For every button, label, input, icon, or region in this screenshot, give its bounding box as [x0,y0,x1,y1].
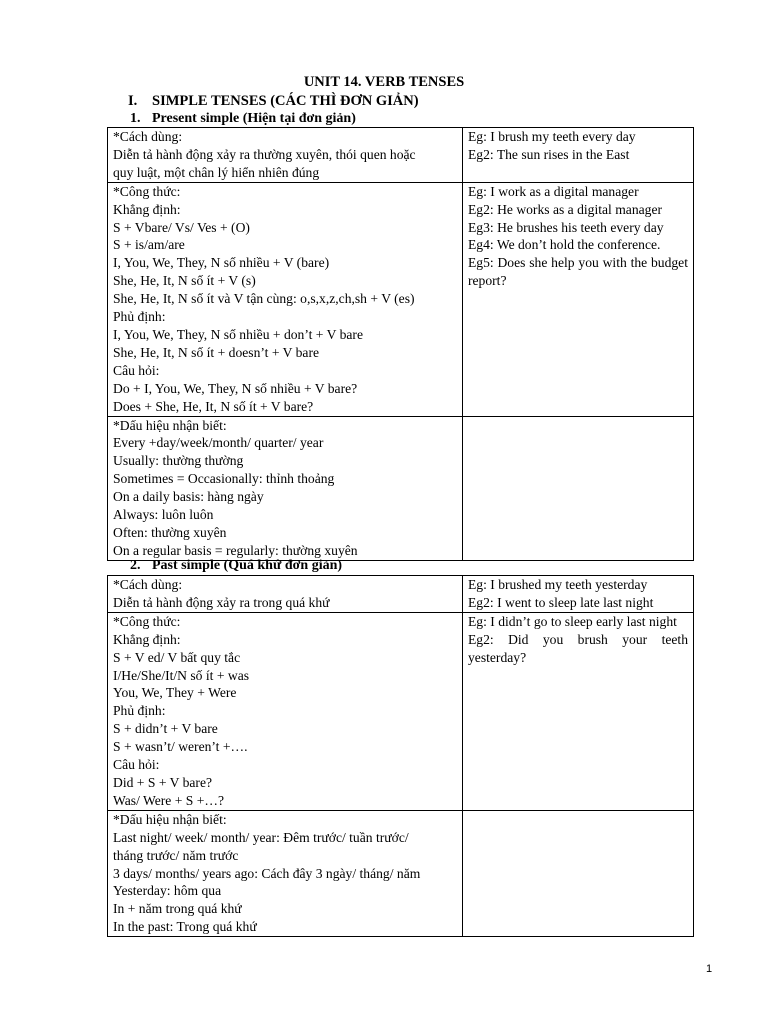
example-line: Eg2: Did you brush your teeth yesterday? [468,631,688,665]
rule-line: Khẳng định: [113,631,181,647]
present-simple-heading [130,110,356,127]
example-line: Eg2: I went to sleep late last night [468,594,654,610]
past-simple-heading [130,557,342,574]
rule-line: Khẳng định: [113,201,181,217]
rule-line: S + Vbare/ Vs/ Ves + (O) [113,219,250,235]
rule-line: I/He/She/It/N số ít + was [113,667,250,683]
rule-line: *Công thức: [113,183,181,199]
rule-line: S + wasn’t/ weren’t +…. [113,739,248,755]
rule-line: *Công thức: [113,613,181,629]
present-simple-table [107,127,694,561]
rule-line: Câu hỏi: [113,362,160,378]
rule-line: S + V ed/ V bất quy tắc [113,649,241,665]
example-line: Eg: I brushed my teeth yesterday [468,577,648,592]
example-cell [463,182,694,416]
rule-line: Yesterday: hôm qua [113,883,222,899]
rule-line: In the past: Trong quá khứ [113,919,257,935]
example-cell [463,576,694,613]
present-simple-label: Present simple (Hiện tại đơn giản) [152,111,356,126]
rule-line: I, You, We, They, N số nhiều + don’t + V bare [113,326,363,342]
example-line: Eg4: We don’t hold the conference. [468,237,661,253]
example-line: Eg3: He brushes his teeth every day [468,219,664,235]
rule-line: quy luật, một chân lý hiển nhiên đúng [113,164,320,180]
rule-line: *Cách dùng: [113,129,183,144]
rule-line: She, He, It, N số ít + V (s) [113,273,256,289]
example-line: Eg: I work as a digital manager [468,183,639,199]
rule-line: Diễn tả hành động xảy ra trong quá khứ [113,594,330,610]
table-row-usage-row [108,576,694,613]
section-heading [128,92,419,110]
present-simple-number: 1. [130,111,141,126]
rule-line: She, He, It, N số ít + doesn’t + V bare [113,344,320,360]
example-line: Eg5: Does she help you with the budget report? [468,255,688,289]
example-line: Eg: I didn’t go to sleep early last night [468,613,677,629]
page-number: 1 [706,963,713,975]
rule-line: On a regular basis = regularly: thường xuyên [113,542,358,558]
document-title: UNIT 14. VERB TENSES [303,74,465,90]
table-row-signals-row [108,416,694,560]
section-label: SIMPLE TENSES (CÁC THÌ ĐƠN GIẢN) [152,93,419,109]
rule-line: Does + She, He, It, N số ít + V bare? [113,398,314,414]
rule-line: On a daily basis: hàng ngày [113,489,264,505]
section-number: I. [128,93,138,109]
rule-line: Phủ định: [113,703,166,719]
example-cell [463,416,694,560]
rule-line: Last night/ week/ month/ year: Đêm trước/ tuần trước/ [113,829,409,845]
rule-line: *Dấu hiệu nhận biết: [113,811,227,827]
table-row-usage-row [108,128,694,183]
rule-line: 3 days/ months/ years ago: Cách đây 3 ngày/ tháng/ năm [113,865,421,881]
rule-line: Sometimes = Occasionally: thỉnh thoảng [113,471,335,487]
rule-line: I, You, We, They, N số nhiều + V (bare) [113,255,330,271]
example-line: Eg: I brush my teeth every day [468,129,636,144]
example-line: Eg2: The sun rises in the East [468,146,630,162]
rule-line: Phủ định: [113,309,166,325]
rule-cell [108,182,463,416]
past-simple-table [107,575,694,937]
rule-line: Always: luôn luôn [113,507,214,523]
rule-cell [108,576,463,613]
example-cell [463,810,694,936]
rule-cell [108,128,463,183]
example-cell [463,128,694,183]
rule-line: tháng trước/ năm trước [113,847,239,863]
rule-line: Usually: thường thường [113,453,244,469]
rule-cell [108,612,463,810]
rule-cell [108,416,463,560]
rule-line: In + năm trong quá khứ [113,901,242,917]
rule-line: Câu hỏi: [113,757,160,773]
rule-line: Often: thường xuyên [113,524,227,540]
example-cell [463,612,694,810]
rule-line: Do + I, You, We, They, N số nhiều + V bare? [113,380,358,396]
rule-line: She, He, It, N số ít và V tận cùng: o,s,x,z,ch,sh + V (es) [113,291,415,307]
example-line: Eg2: He works as a digital manager [468,201,663,217]
rule-line: Was/ Were + S +…? [113,792,225,808]
rule-line: *Cách dùng: [113,577,183,592]
rule-line: You, We, They + Were [113,685,237,701]
rule-line: Diễn tả hành động xảy ra thường xuyên, thói quen hoặc [113,146,416,162]
rule-line: *Dấu hiệu nhận biết: [113,417,227,433]
rule-line: Did + S + V bare? [113,774,213,790]
rule-cell [108,810,463,936]
table-row-signals-row [108,810,694,936]
table-row-formula-row [108,182,694,416]
past-simple-number: 2. [130,558,141,573]
table-row-formula-row [108,612,694,810]
rule-line: Every +day/week/month/ quarter/ year [113,435,324,451]
past-simple-label: Past simple (Quá khứ đơn giản) [152,558,343,573]
rule-line: S + didn’t + V bare [113,721,218,737]
rule-line: S + is/am/are [113,237,185,253]
